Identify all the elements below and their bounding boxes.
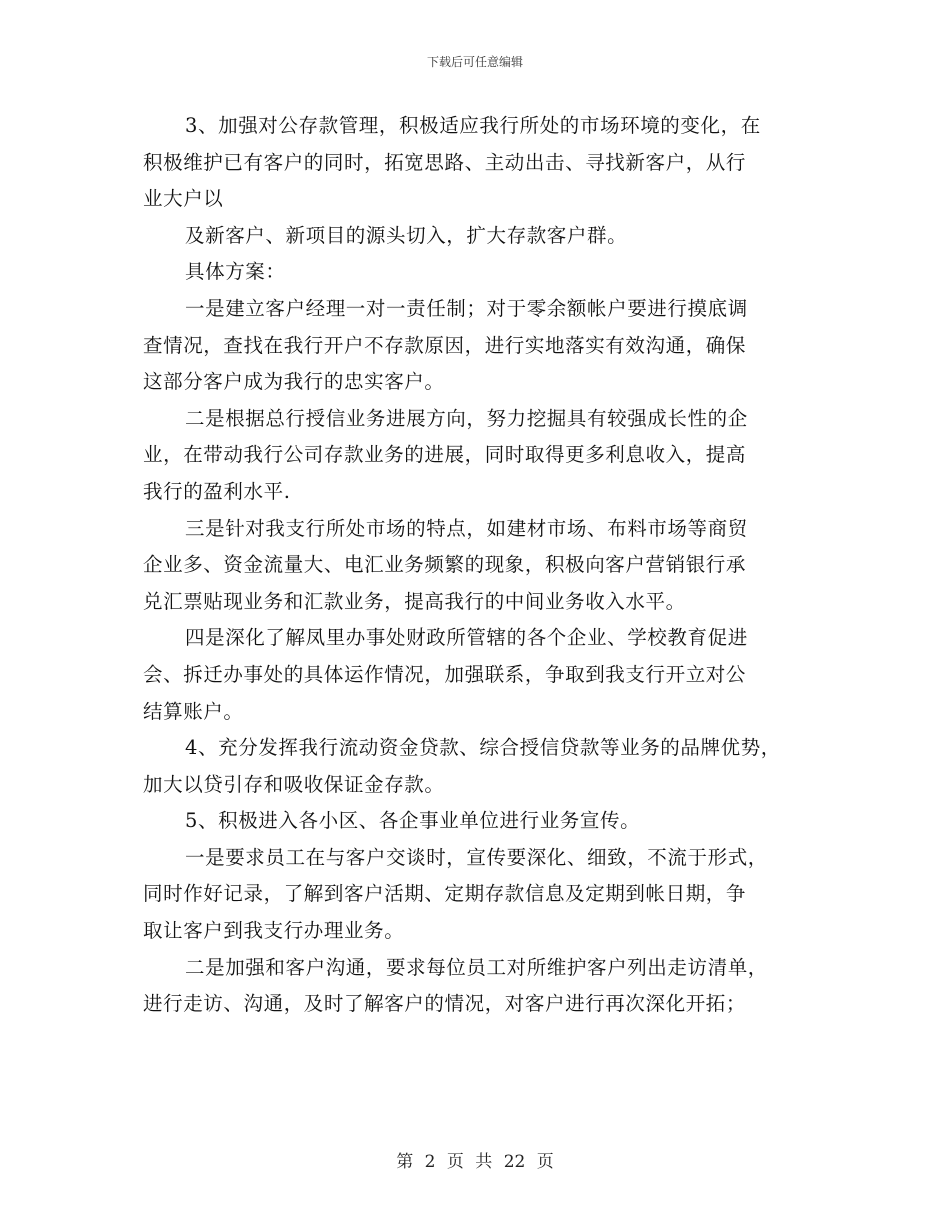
text-line: 二是加强和客户沟通，要求每位员工对所维护客户列出走访清单， (185, 955, 768, 979)
text-line: 这部分客户成为我行的忠实客户。 (143, 370, 445, 394)
text-line: 一是要求员工在与客户交谈时，宣传要深化、细致，不流于形式， (185, 845, 768, 869)
text-line: 4、充分发挥我行流动资金贷款、综合授信贷款等业务的品牌优势， (185, 736, 781, 760)
text-line: 我行的盈利水平. (143, 479, 291, 503)
text-line: 积极维护已有客户的同时，拓宽思路、主动出击、寻找新客户，从行 (143, 150, 747, 174)
text-line: 业大户以 (143, 187, 224, 211)
text-line: 及新客户、新项目的源头切入，扩大存款客户群。 (185, 223, 628, 247)
text-line: 四是深化了解凤里办事处财政所管辖的各个企业、学校教育促进 (185, 626, 748, 650)
text-line: 会、拆迁办事处的具体运作情况，加强联系，争取到我支行开立对公 (143, 662, 747, 686)
text-line: 5、积极进入各小区、各企事业单位进行业务宣传。 (185, 809, 641, 833)
text-line: 具体方案： (185, 260, 286, 284)
text-line: 三是针对我支行所处市场的特点，如建材市场、布料市场等商贸 (185, 516, 748, 540)
text-line: 取让客户到我支行办理业务。 (143, 919, 405, 943)
page-number-footer: 第 2 页 共 22 页 (396, 1152, 554, 1172)
header-note: 下载后可任意编辑 (426, 55, 523, 69)
text-line: 进行走访、沟通，及时了解客户的情况，对客户进行再次深化开拓； (143, 992, 747, 1016)
text-line: 一是建立客户经理一对一责任制；对于零余额帐户要进行摸底调 (185, 296, 748, 320)
text-line: 结算账户。 (143, 699, 244, 723)
text-line: 加大以贷引存和吸收保证金存款。 (143, 772, 445, 796)
text-line: 二是根据总行授信业务进展方向，努力挖掘具有较强成长性的企 (185, 406, 748, 430)
text-line: 3、加强对公存款管理，积极适应我行所处的市场环境的变化，在 (185, 114, 761, 137)
text-line: 兑汇票贴现业务和汇款业务，提高我行的中间业务收入水平。 (143, 589, 686, 613)
text-line: 企业多、资金流量大、电汇业务频繁的现象，积极向客户营销银行承 (143, 553, 747, 577)
text-line: 同时作好记录，了解到客户活期、定期存款信息及定期到帐日期，争 (143, 882, 747, 906)
text-line: 查情况，查找在我行开户不存款原因，进行实地落实有效沟通，确保 (143, 333, 747, 357)
text-line: 业，在带动我行公司存款业务的进展，同时取得更多利息收入，提高 (143, 443, 747, 467)
document-body (143, 108, 823, 1023)
